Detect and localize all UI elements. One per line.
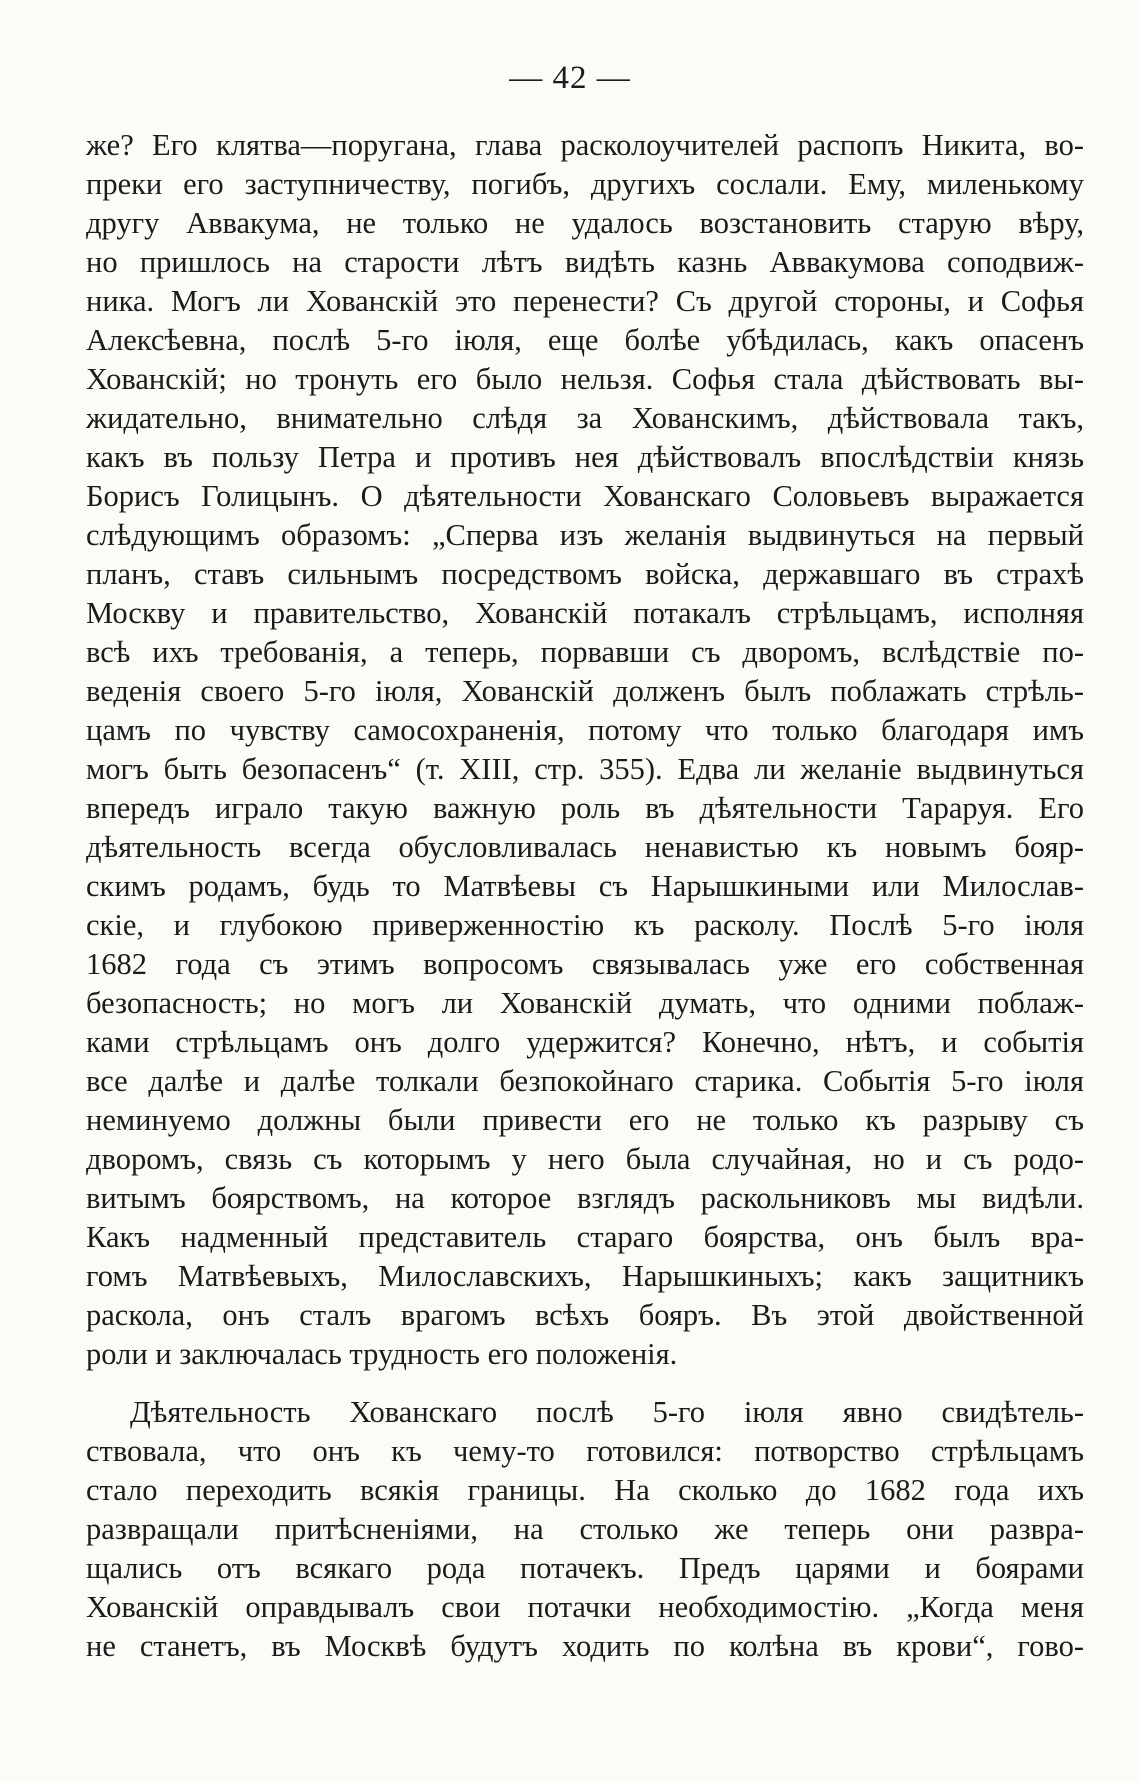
text-line: другу Аввакума, не только не удалось возстановить старую вѣру, — [86, 206, 1084, 240]
text-line: стало переходить всякія границы. На сколько до 1682 года ихъ — [86, 1473, 1084, 1507]
text-line: могъ быть безопасенъ“ (т. XIII, стр. 355). Едва ли желаніе выдвинуться — [86, 752, 1084, 786]
text-line: Хованскій; но тронуть его было нельзя. Софья стала дѣйствовать вы- — [86, 362, 1084, 396]
text-line: скіе, и глубокою приверженностію къ расколу. Послѣ 5-го іюля — [86, 908, 1084, 942]
text-line: щались отъ всякаго рода потачекъ. Предъ царями и боярами — [86, 1551, 1084, 1585]
text-line: ствовала, что онъ къ чему-то готовился: потворство стрѣльцамъ — [86, 1434, 1084, 1468]
text-line: ника. Могъ ли Хованскій это перенести? Съ другой стороны, и Софья — [86, 284, 1084, 318]
text-line: Борисъ Голицынъ. О дѣятельности Хованскаго Соловьевъ выражается — [86, 479, 1084, 513]
text-line: какъ въ пользу Петра и противъ нея дѣйствовалъ впослѣдствіи князь — [86, 440, 1084, 474]
text-line: роли и заключалась трудность его положенія. — [86, 1337, 678, 1371]
text-line: все далѣе и далѣе толкали безпокойнаго старика. Событія 5-го іюля — [86, 1064, 1084, 1098]
text-line: преки его заступничеству, погибъ, другихъ сослали. Ему, миленькому — [86, 167, 1084, 201]
text-line: безопасность; но могъ ли Хованскій думать, что одними поблаж- — [86, 986, 1084, 1020]
text-line: дѣятельность всегда обусловливалась ненавистью къ новымъ бояр- — [86, 830, 1084, 864]
text-line: 1682 года съ этимъ вопросомъ связывалась уже его собственная — [86, 947, 1084, 981]
text-line: развращали притѣсненіями, на столько же теперь они развра- — [86, 1512, 1084, 1546]
text-line: Алексѣевна, послѣ 5-го іюля, еще болѣе убѣдилась, какъ опасенъ — [86, 323, 1084, 357]
text-line: веденія своего 5-го іюля, Хованскій долженъ былъ поблажать стрѣль- — [86, 674, 1084, 708]
text-line: планъ, ставъ сильнымъ посредствомъ войска, державшаго въ страхѣ — [86, 557, 1084, 591]
text-line: скимъ родамъ, будь то Матвѣевы съ Нарышкиными или Милослав- — [86, 869, 1084, 903]
paragraph-first-line: Дѣятельность Хованскаго послѣ 5-го іюля явно свидѣтель- — [130, 1395, 1084, 1429]
text-line: неминуемо должны были привести его не только къ разрыву съ — [86, 1103, 1084, 1137]
text-line: Москву и правительство, Хованскій потакалъ стрѣльцамъ, исполняя — [86, 596, 1084, 630]
text-line: же? Его клятва—поругана, глава расколоучителей распопъ Никита, во- — [86, 128, 1084, 162]
text-line: Хованскій оправдывалъ свои потачки необходимостію. „Когда меня — [86, 1590, 1084, 1624]
text-line: ками стрѣльцамъ онъ долго удержится? Конечно, нѣтъ, и событія — [86, 1025, 1084, 1059]
text-line: раскола, онъ сталъ врагомъ всѣхъ бояръ. Въ этой двойственной — [86, 1298, 1084, 1332]
text-line: гомъ Матвѣевыхъ, Милославскихъ, Нарышкиныхъ; какъ защитникъ — [86, 1259, 1084, 1293]
text-line: жидательно, внимательно слѣдя за Хованскимъ, дѣйствовала такъ, — [86, 401, 1084, 435]
text-line: дворомъ, связь съ которымъ у него была случайная, но и съ родо- — [86, 1142, 1084, 1176]
text-line: витымъ боярствомъ, на которое взглядъ раскольниковъ мы видѣли. — [86, 1181, 1084, 1215]
text-line: всѣ ихъ требованія, а теперь, порвавши съ дворомъ, вслѣдствіе по- — [86, 635, 1084, 669]
text-line: слѣдующимъ образомъ: „Сперва изъ желанія выдвинуться на первый — [86, 518, 1084, 552]
text-line: не станетъ, въ Москвѣ будутъ ходить по колѣна въ крови“, гово- — [86, 1629, 1084, 1663]
text-line: но пришлось на старости лѣтъ видѣть казнь Аввакумова соподвиж- — [86, 245, 1084, 279]
text-line: Какъ надменный представитель стараго боярства, онъ былъ вра- — [86, 1220, 1084, 1254]
text-line: впередъ играло такую важную роль въ дѣятельности Тараруя. Его — [86, 791, 1084, 825]
text-line: цамъ по чувству самосохраненія, потому что только благодаря имъ — [86, 713, 1084, 747]
page-number: — 42 — — [509, 60, 631, 96]
